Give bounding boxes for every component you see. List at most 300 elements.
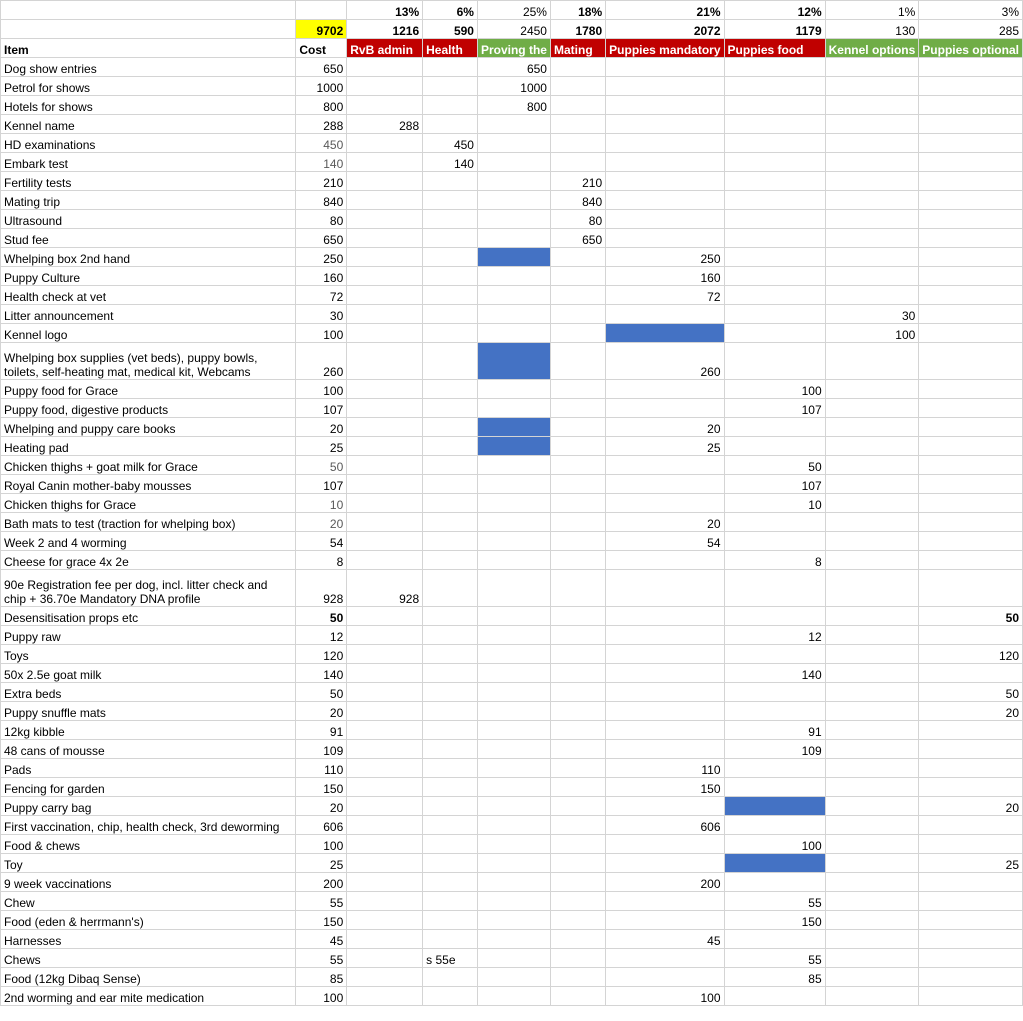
category-cell[interactable]	[825, 626, 919, 645]
category-cell[interactable]: 110	[606, 759, 724, 778]
column-header[interactable]: Proving the	[477, 39, 550, 58]
category-cell[interactable]	[347, 343, 423, 380]
category-cell[interactable]	[724, 115, 825, 134]
category-cell[interactable]	[606, 570, 724, 607]
category-cell[interactable]	[477, 115, 550, 134]
category-cell[interactable]	[477, 286, 550, 305]
category-cell[interactable]	[825, 721, 919, 740]
category-cell[interactable]	[919, 456, 1023, 475]
item-cell[interactable]: Fencing for garden	[1, 778, 296, 797]
category-cell[interactable]	[477, 305, 550, 324]
category-cell[interactable]	[825, 191, 919, 210]
category-cell[interactable]	[550, 797, 605, 816]
category-cell[interactable]	[919, 191, 1023, 210]
category-cell[interactable]	[423, 645, 478, 664]
category-cell[interactable]	[477, 134, 550, 153]
category-cell[interactable]	[477, 456, 550, 475]
category-cell[interactable]	[919, 399, 1023, 418]
category-cell[interactable]	[919, 968, 1023, 987]
category-cell[interactable]	[825, 456, 919, 475]
category-cell[interactable]	[477, 513, 550, 532]
cost-cell[interactable]: 80	[296, 210, 347, 229]
category-cell[interactable]	[423, 96, 478, 115]
category-cell[interactable]	[347, 58, 423, 77]
category-cell[interactable]	[825, 778, 919, 797]
category-cell[interactable]	[550, 513, 605, 532]
cost-cell[interactable]: 606	[296, 816, 347, 835]
category-cell[interactable]	[423, 854, 478, 873]
category-cell[interactable]	[423, 494, 478, 513]
category-cell[interactable]	[550, 134, 605, 153]
category-cell[interactable]: 85	[724, 968, 825, 987]
item-cell[interactable]: First vaccination, chip, health check, 3rd deworming	[1, 816, 296, 835]
category-cell[interactable]	[606, 721, 724, 740]
category-cell[interactable]	[825, 873, 919, 892]
category-cell[interactable]	[825, 532, 919, 551]
category-cell[interactable]: 250	[606, 248, 724, 267]
category-cell[interactable]	[724, 229, 825, 248]
category-cell[interactable]	[423, 532, 478, 551]
category-cell[interactable]	[477, 172, 550, 191]
category-cell[interactable]	[423, 229, 478, 248]
category-cell[interactable]	[724, 153, 825, 172]
item-cell[interactable]: Puppy snuffle mats	[1, 702, 296, 721]
category-cell[interactable]	[347, 740, 423, 759]
item-cell[interactable]: Dog show entries	[1, 58, 296, 77]
category-cell[interactable]: 20	[606, 418, 724, 437]
category-cell[interactable]	[550, 778, 605, 797]
category-cell[interactable]	[550, 96, 605, 115]
cost-cell[interactable]: 210	[296, 172, 347, 191]
category-cell[interactable]	[550, 854, 605, 873]
category-cell[interactable]	[347, 494, 423, 513]
category-cell[interactable]	[606, 58, 724, 77]
category-cell[interactable]	[825, 513, 919, 532]
total-cell[interactable]: 1780	[550, 20, 605, 39]
category-cell[interactable]	[919, 740, 1023, 759]
category-cell[interactable]	[919, 835, 1023, 854]
category-cell[interactable]	[825, 134, 919, 153]
category-cell[interactable]: 140	[423, 153, 478, 172]
category-cell[interactable]	[825, 683, 919, 702]
category-cell[interactable]	[724, 191, 825, 210]
item-cell[interactable]: 2nd worming and ear mite medication	[1, 987, 296, 1006]
category-cell[interactable]	[550, 607, 605, 626]
category-cell[interactable]	[724, 873, 825, 892]
item-cell[interactable]: Bath mats to test (traction for whelping box)	[1, 513, 296, 532]
category-cell[interactable]	[347, 77, 423, 96]
category-cell[interactable]	[919, 570, 1023, 607]
category-cell[interactable]	[550, 115, 605, 134]
category-cell[interactable]: 20	[919, 797, 1023, 816]
cost-cell[interactable]: 250	[296, 248, 347, 267]
item-cell[interactable]: 90e Registration fee per dog, incl. litter check and chip + 36.70e Mandatory DNA profile	[1, 570, 296, 607]
category-cell[interactable]	[825, 740, 919, 759]
category-cell[interactable]: 12	[724, 626, 825, 645]
item-cell[interactable]: Toy	[1, 854, 296, 873]
item-cell[interactable]: Stud fee	[1, 229, 296, 248]
item-cell[interactable]: HD examinations	[1, 134, 296, 153]
category-cell[interactable]: 140	[724, 664, 825, 683]
category-cell[interactable]	[550, 494, 605, 513]
category-cell[interactable]	[825, 229, 919, 248]
category-cell[interactable]	[606, 380, 724, 399]
category-cell[interactable]	[423, 172, 478, 191]
category-cell[interactable]	[550, 930, 605, 949]
category-cell[interactable]	[825, 267, 919, 286]
category-cell[interactable]	[919, 816, 1023, 835]
category-cell[interactable]	[477, 475, 550, 494]
category-cell[interactable]	[347, 456, 423, 475]
category-cell[interactable]: 25	[919, 854, 1023, 873]
category-cell[interactable]	[477, 380, 550, 399]
cost-cell[interactable]: 650	[296, 229, 347, 248]
category-cell[interactable]	[550, 570, 605, 607]
category-cell[interactable]	[606, 892, 724, 911]
item-cell[interactable]: Petrol for shows	[1, 77, 296, 96]
cost-cell[interactable]: 20	[296, 418, 347, 437]
category-cell[interactable]	[423, 721, 478, 740]
category-cell[interactable]	[347, 248, 423, 267]
category-cell[interactable]	[919, 551, 1023, 570]
category-cell[interactable]: 55	[724, 892, 825, 911]
category-cell[interactable]: 100	[606, 987, 724, 1006]
cost-cell[interactable]: 50	[296, 607, 347, 626]
category-cell[interactable]	[477, 968, 550, 987]
category-cell[interactable]	[550, 267, 605, 286]
item-cell[interactable]: Litter announcement	[1, 305, 296, 324]
percent-cell[interactable]: 21%	[606, 1, 724, 20]
total-cell[interactable]: 590	[423, 20, 478, 39]
column-header[interactable]: Puppies optional	[919, 39, 1023, 58]
category-cell[interactable]	[423, 570, 478, 607]
item-cell[interactable]: Chew	[1, 892, 296, 911]
item-cell[interactable]: Kennel name	[1, 115, 296, 134]
category-cell[interactable]	[919, 532, 1023, 551]
category-cell[interactable]	[825, 286, 919, 305]
category-cell[interactable]	[423, 797, 478, 816]
category-cell[interactable]	[606, 115, 724, 134]
category-cell[interactable]	[724, 305, 825, 324]
category-cell[interactable]	[347, 513, 423, 532]
category-cell[interactable]	[550, 740, 605, 759]
category-cell[interactable]: 288	[347, 115, 423, 134]
cost-cell[interactable]: 8	[296, 551, 347, 570]
category-cell[interactable]	[477, 343, 550, 380]
category-cell[interactable]	[606, 664, 724, 683]
category-cell[interactable]	[825, 58, 919, 77]
item-cell[interactable]: Toys	[1, 645, 296, 664]
category-cell[interactable]	[919, 911, 1023, 930]
item-cell[interactable]: Fertility tests	[1, 172, 296, 191]
category-cell[interactable]	[606, 399, 724, 418]
percent-cell[interactable]: 3%	[919, 1, 1023, 20]
cost-cell[interactable]: 20	[296, 797, 347, 816]
item-cell[interactable]: Whelping and puppy care books	[1, 418, 296, 437]
category-cell[interactable]	[477, 892, 550, 911]
category-cell[interactable]	[550, 987, 605, 1006]
percent-cell[interactable]: 1%	[825, 1, 919, 20]
category-cell[interactable]	[477, 683, 550, 702]
category-cell[interactable]: 50	[724, 456, 825, 475]
category-cell[interactable]: 160	[606, 267, 724, 286]
category-cell[interactable]	[423, 399, 478, 418]
category-cell[interactable]	[919, 229, 1023, 248]
total-cell[interactable]: 1179	[724, 20, 825, 39]
category-cell[interactable]: 107	[724, 475, 825, 494]
item-cell[interactable]: 9 week vaccinations	[1, 873, 296, 892]
category-cell[interactable]: 50	[919, 683, 1023, 702]
item-cell[interactable]: Royal Canin mother-baby mousses	[1, 475, 296, 494]
category-cell[interactable]	[825, 759, 919, 778]
category-cell[interactable]: 928	[347, 570, 423, 607]
category-cell[interactable]: 100	[724, 380, 825, 399]
category-cell[interactable]	[477, 816, 550, 835]
category-cell[interactable]	[347, 968, 423, 987]
item-cell[interactable]: Food & chews	[1, 835, 296, 854]
category-cell[interactable]	[550, 721, 605, 740]
category-cell[interactable]	[606, 645, 724, 664]
category-cell[interactable]	[477, 911, 550, 930]
category-cell[interactable]	[606, 702, 724, 721]
category-cell[interactable]	[919, 286, 1023, 305]
cost-cell[interactable]: 10	[296, 494, 347, 513]
category-cell[interactable]	[550, 816, 605, 835]
category-cell[interactable]	[423, 343, 478, 380]
category-cell[interactable]	[477, 987, 550, 1006]
category-cell[interactable]	[347, 664, 423, 683]
category-cell[interactable]	[606, 968, 724, 987]
cost-cell[interactable]: 55	[296, 892, 347, 911]
category-cell[interactable]	[550, 456, 605, 475]
percent-cell[interactable]: 12%	[724, 1, 825, 20]
category-cell[interactable]	[825, 987, 919, 1006]
category-cell[interactable]: 91	[724, 721, 825, 740]
category-cell[interactable]	[423, 551, 478, 570]
item-cell[interactable]: 12kg kibble	[1, 721, 296, 740]
cost-cell[interactable]: 150	[296, 778, 347, 797]
category-cell[interactable]	[347, 626, 423, 645]
category-cell[interactable]	[347, 437, 423, 456]
category-cell[interactable]	[347, 380, 423, 399]
category-cell[interactable]	[423, 418, 478, 437]
category-cell[interactable]	[919, 343, 1023, 380]
category-cell[interactable]	[825, 892, 919, 911]
category-cell[interactable]	[919, 172, 1023, 191]
category-cell[interactable]	[919, 115, 1023, 134]
category-cell[interactable]: 100	[724, 835, 825, 854]
category-cell[interactable]: s 55e	[423, 949, 478, 968]
category-cell[interactable]	[919, 778, 1023, 797]
category-cell[interactable]: 606	[606, 816, 724, 835]
category-cell[interactable]	[550, 664, 605, 683]
category-cell[interactable]	[724, 930, 825, 949]
category-cell[interactable]	[724, 702, 825, 721]
category-cell[interactable]: 30	[825, 305, 919, 324]
category-cell[interactable]: 45	[606, 930, 724, 949]
category-cell[interactable]	[825, 380, 919, 399]
category-cell[interactable]	[606, 911, 724, 930]
total-cell[interactable]: 1216	[347, 20, 423, 39]
category-cell[interactable]	[423, 911, 478, 930]
category-cell[interactable]	[477, 191, 550, 210]
category-cell[interactable]	[423, 759, 478, 778]
category-cell[interactable]	[724, 437, 825, 456]
category-cell[interactable]	[347, 532, 423, 551]
category-cell[interactable]	[423, 702, 478, 721]
category-cell[interactable]	[347, 683, 423, 702]
category-cell[interactable]	[825, 475, 919, 494]
category-cell[interactable]	[606, 134, 724, 153]
category-cell[interactable]	[347, 210, 423, 229]
category-cell[interactable]	[825, 664, 919, 683]
category-cell[interactable]	[550, 324, 605, 343]
category-cell[interactable]	[724, 816, 825, 835]
cost-cell[interactable]: 160	[296, 267, 347, 286]
category-cell[interactable]	[724, 854, 825, 873]
category-cell[interactable]	[724, 267, 825, 286]
category-cell[interactable]	[606, 949, 724, 968]
category-cell[interactable]	[919, 305, 1023, 324]
category-cell[interactable]	[825, 949, 919, 968]
cost-cell[interactable]: 25	[296, 437, 347, 456]
category-cell[interactable]	[825, 797, 919, 816]
category-cell[interactable]	[423, 115, 478, 134]
item-cell[interactable]: Chicken thighs + goat milk for Grace	[1, 456, 296, 475]
cost-cell[interactable]: 107	[296, 475, 347, 494]
category-cell[interactable]	[423, 968, 478, 987]
category-cell[interactable]	[606, 96, 724, 115]
category-cell[interactable]	[606, 494, 724, 513]
category-cell[interactable]: 1000	[477, 77, 550, 96]
category-cell[interactable]	[919, 248, 1023, 267]
category-cell[interactable]	[477, 229, 550, 248]
item-cell[interactable]: Food (eden & herrmann's)	[1, 911, 296, 930]
column-header[interactable]: RvB admin	[347, 39, 423, 58]
category-cell[interactable]: 150	[606, 778, 724, 797]
category-cell[interactable]	[825, 930, 919, 949]
category-cell[interactable]	[477, 645, 550, 664]
category-cell[interactable]	[606, 835, 724, 854]
category-cell[interactable]: 50	[919, 607, 1023, 626]
category-cell[interactable]	[477, 607, 550, 626]
category-cell[interactable]	[724, 96, 825, 115]
item-cell[interactable]: Heating pad	[1, 437, 296, 456]
category-cell[interactable]	[423, 456, 478, 475]
cost-cell[interactable]: 12	[296, 626, 347, 645]
item-cell[interactable]: Harnesses	[1, 930, 296, 949]
category-cell[interactable]	[347, 399, 423, 418]
category-cell[interactable]	[423, 77, 478, 96]
item-cell[interactable]: Embark test	[1, 153, 296, 172]
item-cell[interactable]: Hotels for shows	[1, 96, 296, 115]
category-cell[interactable]	[347, 324, 423, 343]
category-cell[interactable]	[825, 115, 919, 134]
category-cell[interactable]	[825, 418, 919, 437]
cost-cell[interactable]: 72	[296, 286, 347, 305]
category-cell[interactable]	[550, 645, 605, 664]
category-cell[interactable]	[347, 873, 423, 892]
cost-cell[interactable]: 928	[296, 570, 347, 607]
category-cell[interactable]	[825, 494, 919, 513]
category-cell[interactable]	[606, 191, 724, 210]
category-cell[interactable]	[477, 532, 550, 551]
category-cell[interactable]	[477, 551, 550, 570]
category-cell[interactable]	[477, 399, 550, 418]
category-cell[interactable]	[477, 153, 550, 172]
category-cell[interactable]	[919, 494, 1023, 513]
category-cell[interactable]	[606, 172, 724, 191]
cost-cell[interactable]: 150	[296, 911, 347, 930]
category-cell[interactable]	[347, 172, 423, 191]
category-cell[interactable]	[550, 475, 605, 494]
category-cell[interactable]	[919, 210, 1023, 229]
cost-cell[interactable]: 100	[296, 324, 347, 343]
category-cell[interactable]	[724, 172, 825, 191]
category-cell[interactable]	[423, 437, 478, 456]
category-cell[interactable]	[477, 949, 550, 968]
category-cell[interactable]	[724, 58, 825, 77]
category-cell[interactable]	[825, 153, 919, 172]
category-cell[interactable]	[347, 892, 423, 911]
cost-cell[interactable]: 100	[296, 835, 347, 854]
category-cell[interactable]	[477, 740, 550, 759]
category-cell[interactable]	[825, 570, 919, 607]
category-cell[interactable]	[606, 305, 724, 324]
category-cell[interactable]: 55	[724, 949, 825, 968]
category-cell[interactable]	[724, 248, 825, 267]
category-cell[interactable]	[477, 437, 550, 456]
category-cell[interactable]	[724, 570, 825, 607]
category-cell[interactable]	[423, 58, 478, 77]
category-cell[interactable]	[919, 267, 1023, 286]
category-cell[interactable]	[550, 532, 605, 551]
category-cell[interactable]	[477, 626, 550, 645]
cost-cell[interactable]: 650	[296, 58, 347, 77]
category-cell[interactable]	[423, 324, 478, 343]
category-cell[interactable]	[606, 475, 724, 494]
category-cell[interactable]	[550, 911, 605, 930]
item-cell[interactable]: Puppy carry bag	[1, 797, 296, 816]
category-cell[interactable]	[724, 759, 825, 778]
category-cell[interactable]	[724, 532, 825, 551]
category-cell[interactable]: 840	[550, 191, 605, 210]
category-cell[interactable]	[477, 759, 550, 778]
category-cell[interactable]	[347, 816, 423, 835]
category-cell[interactable]	[347, 702, 423, 721]
category-cell[interactable]	[550, 58, 605, 77]
category-cell[interactable]	[919, 324, 1023, 343]
category-cell[interactable]	[477, 835, 550, 854]
category-cell[interactable]	[919, 664, 1023, 683]
item-cell[interactable]: Whelping box supplies (vet beds), puppy bowls, toilets, self-heating mat, medical kit, Webcams	[1, 343, 296, 380]
category-cell[interactable]	[606, 797, 724, 816]
percent-cell[interactable]: 6%	[423, 1, 478, 20]
category-cell[interactable]	[550, 418, 605, 437]
category-cell[interactable]	[724, 645, 825, 664]
category-cell[interactable]	[477, 778, 550, 797]
category-cell[interactable]	[347, 645, 423, 664]
category-cell[interactable]	[347, 930, 423, 949]
category-cell[interactable]	[477, 721, 550, 740]
category-cell[interactable]	[919, 475, 1023, 494]
category-cell[interactable]	[347, 911, 423, 930]
category-cell[interactable]	[423, 987, 478, 1006]
category-cell[interactable]	[919, 892, 1023, 911]
category-cell[interactable]	[550, 702, 605, 721]
category-cell[interactable]	[550, 683, 605, 702]
category-cell[interactable]	[550, 759, 605, 778]
